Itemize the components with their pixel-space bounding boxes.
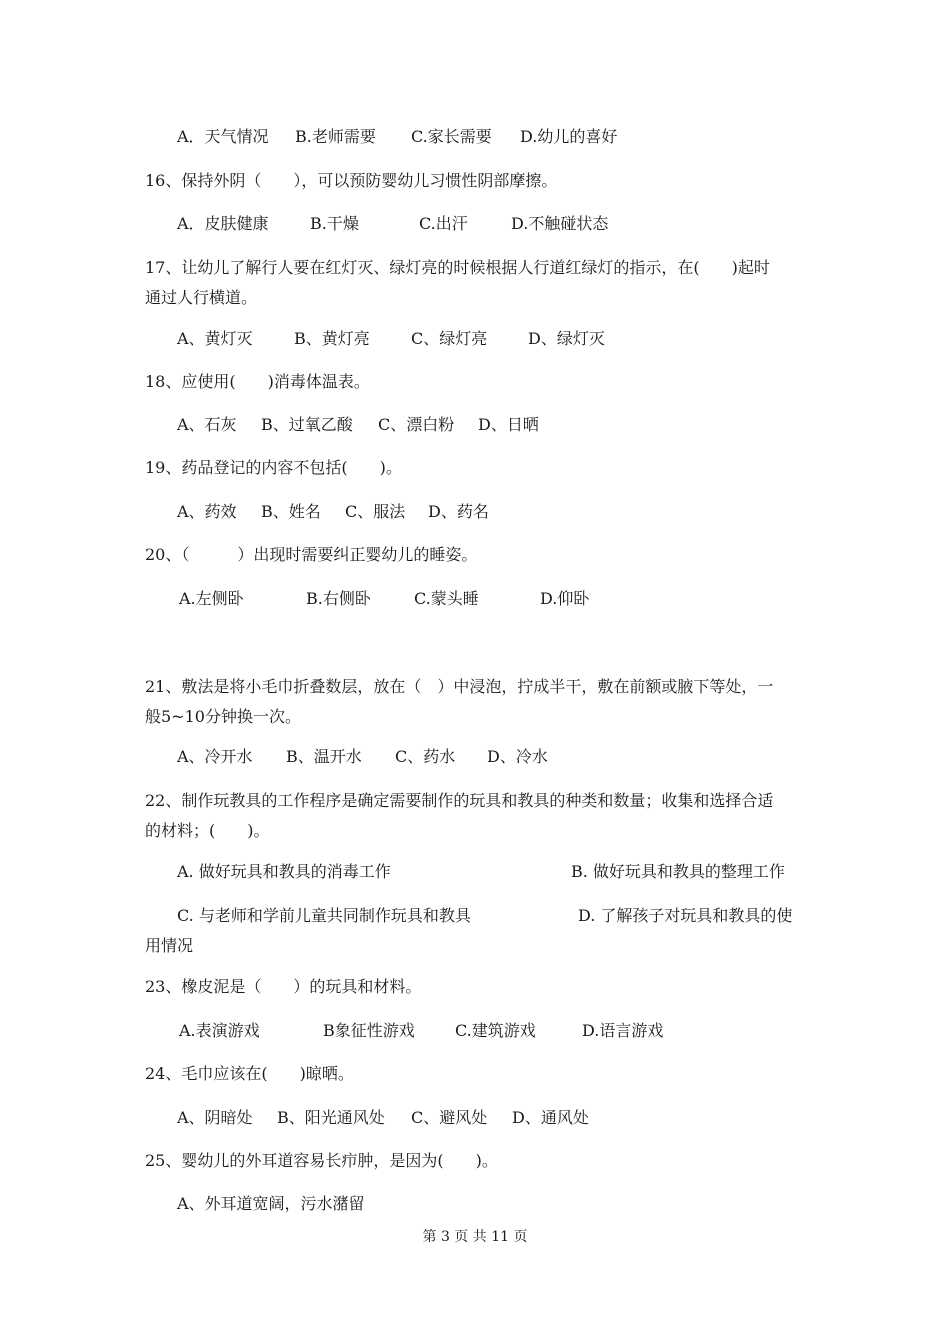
- answer-option: B象征性游戏: [323, 1021, 415, 1040]
- question-text: 19、药品登记的内容不包括( )。: [145, 458, 402, 477]
- answer-option: C、药水: [395, 747, 456, 766]
- answer-options: [0, 124, 950, 150]
- answer-options: [0, 211, 950, 237]
- answer-option: A.表演游戏: [179, 1021, 260, 1040]
- answer-option: D.不触碰状态: [511, 214, 609, 233]
- answer-option: B、姓名: [261, 502, 321, 521]
- answer-option: C.蒙头睡: [414, 589, 479, 608]
- answer-option: B、温开水: [286, 747, 362, 766]
- question-text-line: [0, 168, 950, 194]
- answer-option: A、阴暗处: [177, 1108, 253, 1127]
- answer-option: D、冷水: [487, 747, 548, 766]
- answer-option: C、漂白粉: [378, 415, 455, 434]
- answer-option: C、服法: [345, 502, 406, 521]
- answer-options: [0, 1105, 950, 1131]
- question-text-line: [0, 255, 950, 281]
- answer-option: B、过氧乙酸: [261, 415, 353, 434]
- answer-option: A.左侧卧: [179, 589, 244, 608]
- question-text: 20、（ ）出现时需要纠正婴幼儿的睡姿。: [145, 545, 478, 564]
- question-text-line: [0, 704, 950, 730]
- question-text-line: [0, 788, 950, 814]
- question-text-line: [0, 903, 950, 929]
- answer-option: C、避风处: [411, 1108, 488, 1127]
- question-text: 24、毛巾应该在( )晾晒。: [145, 1064, 354, 1083]
- answer-option: A．天气情况: [177, 127, 269, 146]
- answer-option: B、阳光通风处: [277, 1108, 385, 1127]
- question-text-line: [0, 1061, 950, 1087]
- question-text-line: [0, 542, 950, 568]
- answer-option: D、通风处: [512, 1108, 589, 1127]
- question-text-line: [0, 674, 950, 700]
- question-text: 16、保持外阴（ ），可以预防婴幼儿习惯性阴部摩擦。: [145, 171, 558, 190]
- answer-option: B.干燥: [310, 214, 359, 233]
- answer-options: [0, 1018, 950, 1044]
- answer-option: C.家长需要: [411, 127, 492, 146]
- answer-option: A、药效: [177, 502, 237, 521]
- answer-option: A、黄灯灭: [177, 329, 253, 348]
- answer-option: A、外耳道宽阔，污水潴留: [177, 1194, 365, 1213]
- question-text: 25、婴幼儿的外耳道容易长疖肿，是因为( )。: [145, 1151, 498, 1170]
- question-text: 18、应使用( )消毒体温表。: [145, 372, 370, 391]
- answer-option: B.右侧卧: [306, 589, 371, 608]
- question-text: 般5~10分钟换一次。: [145, 707, 301, 726]
- answer-option: D. 了解孩子对玩具和教具的使: [578, 906, 793, 925]
- question-text-line: [0, 974, 950, 1000]
- answer-option: A. 做好玩具和教具的消毒工作: [177, 862, 391, 881]
- question-text: 的材料；( )。: [145, 821, 270, 840]
- answer-options: [0, 1191, 950, 1217]
- question-text: 17、让幼儿了解行人要在红灯灭、绿灯亮的时候根据人行道红绿灯的指示，在( )起时: [145, 258, 770, 277]
- answer-option: D、日晒: [478, 415, 539, 434]
- answer-option: D.仰卧: [540, 589, 590, 608]
- question-text: 23、橡皮泥是（ ）的玩具和材料。: [145, 977, 422, 996]
- answer-option: D.语言游戏: [582, 1021, 664, 1040]
- question-text: C. 与老师和学前儿童共同制作玩具和教具: [177, 906, 471, 925]
- page-footer: 第 3 页 共 11 页: [422, 1229, 528, 1245]
- answer-option: B. 做好玩具和教具的整理工作: [571, 862, 785, 881]
- answer-options: [0, 744, 950, 770]
- answer-options: [0, 412, 950, 438]
- question-text-line: [0, 1148, 950, 1174]
- answer-option: C.出汗: [419, 214, 468, 233]
- answer-option: D、药名: [428, 502, 489, 521]
- answer-options: [0, 586, 950, 612]
- answer-options: [0, 499, 950, 525]
- answer-option: B.老师需要: [295, 127, 376, 146]
- answer-option: D.幼儿的喜好: [520, 127, 618, 146]
- answer-option: C、绿灯亮: [411, 329, 488, 348]
- question-text: 通过人行横道。: [145, 288, 258, 307]
- question-text: 22、制作玩教具的工作程序是确定需要制作的玩具和教具的种类和数量；收集和选择合适: [145, 791, 774, 810]
- answer-options: [0, 326, 950, 352]
- answer-option: A、冷开水: [177, 747, 253, 766]
- question-text: 21、敷法是将小毛巾折叠数层，放在（ ）中浸泡，拧成半干，敷在前额或腋下等处，一: [145, 677, 774, 696]
- answer-option: D、绿灯灭: [528, 329, 605, 348]
- question-text-line: [0, 369, 950, 395]
- answer-option: B、黄灯亮: [294, 329, 370, 348]
- question-text-line: [0, 455, 950, 481]
- answer-option: A、石灰: [177, 415, 237, 434]
- question-text-line: [0, 933, 950, 959]
- question-text-line: [0, 285, 950, 311]
- answer-option: C.建筑游戏: [455, 1021, 536, 1040]
- question-text-line: [0, 818, 950, 844]
- question-text: 用情况: [145, 936, 194, 955]
- answer-options: [0, 859, 950, 885]
- answer-option: A．皮肤健康: [177, 214, 269, 233]
